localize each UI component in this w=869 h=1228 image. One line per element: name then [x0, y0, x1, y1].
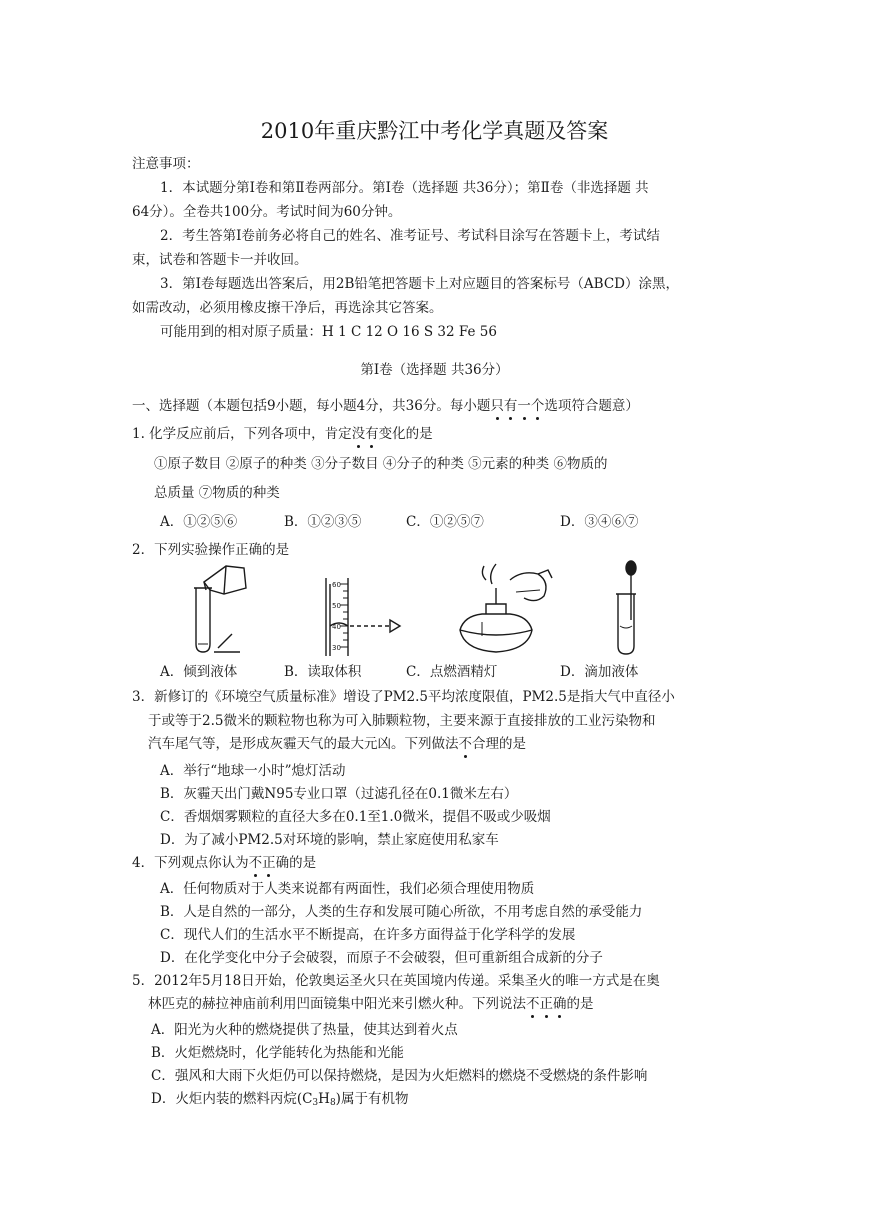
- stem-text: 汽车尾气等，是形成灰霾天气的最大元凶。下列做法: [148, 736, 459, 752]
- stem-text: 确的是: [275, 855, 317, 871]
- question-1-stem: [132, 425, 433, 443]
- q1-option-b: B．①②③⑤: [284, 514, 362, 530]
- q1-option-d: D．③④⑥⑦: [560, 514, 639, 530]
- question-1-items: ①原子数目 ②原子的种类 ③分子数目 ④分子的种类 ⑤元素的种类 ⑥物质的: [154, 456, 608, 472]
- subscript: 3: [312, 1098, 319, 1108]
- part-heading-pre: 一、选择题（本题包括9小题，每小题4分，共36分。每小题: [132, 398, 491, 414]
- q5-option-c: C．强风和大雨下火炬仍可以保持燃烧，是因为火炬燃料的燃烧不受燃烧的条件影响: [151, 1068, 648, 1084]
- dropper-illustration: [600, 560, 660, 660]
- q5-option-a: A．阳光为火种的燃烧提供了热量，使其达到着火点: [151, 1022, 458, 1038]
- q5-option-b: B．火炬燃烧时，化学能转化为热能和光能: [151, 1045, 404, 1061]
- emphasis-char: 不: [526, 996, 540, 1012]
- emphasis-char: 没: [351, 426, 366, 442]
- stem-text: 变化的是: [378, 426, 433, 442]
- option-text: )属于有机物: [335, 1091, 409, 1107]
- notice-line: 束，试卷和答题卡一并收回。: [132, 252, 308, 268]
- section-heading: 第Ⅰ卷（选择题 共36分）: [360, 362, 509, 378]
- page-title: 2010年重庆黔江中考化学真题及答案: [260, 119, 609, 143]
- question-3-stem: [148, 735, 526, 753]
- emphasis-char: 一: [517, 398, 531, 414]
- emphasis-char: 个: [530, 398, 545, 414]
- q3-option-c: C．香烟烟雾颗粒的直径大多在0.1至1.0微米，提倡不吸或少吸烟: [160, 809, 551, 825]
- emphasis-char: 不: [248, 855, 263, 871]
- question-1-items: 总质量 ⑦物质的种类: [154, 485, 280, 501]
- part-heading-post: 选项符合题意）: [544, 398, 639, 414]
- scale-label: 60: [332, 581, 341, 589]
- part-heading: [132, 397, 639, 415]
- question-5-stem: 5．2012年5月18日开始，伦敦奥运圣火只在英国境内传递。采集圣火的唯一方式是在奥: [132, 973, 660, 989]
- q2-option-a: A．倾到液体: [160, 664, 238, 680]
- q4-option-a: A．任何物质对于人类来说都有两面性，我们必须合理使用物质: [160, 881, 535, 897]
- question-2-stem: 2．下列实验操作正确的是: [132, 542, 290, 558]
- scale-label: 40: [332, 623, 341, 631]
- pouring-liquid-illustration: [180, 560, 260, 660]
- subscript: 8: [329, 1098, 336, 1108]
- atomic-mass-line: 可能用到的相对原子质量：H 1 C 12 O 16 S 32 Fe 56: [160, 324, 497, 340]
- q4-option-c: C．现代人们的生活水平不断提高，在许多方面得益于化学科学的发展: [160, 927, 576, 943]
- emphasis-char: 有: [503, 398, 518, 414]
- emphasis-char: 只: [490, 398, 504, 414]
- notice-line: 64分）。全卷共100分。考试时间为60分钟。: [132, 204, 402, 220]
- emphasis-char: 正: [539, 996, 553, 1012]
- graduated-cylinder-illustration: [300, 574, 410, 660]
- notice-heading: 注意事项：: [132, 156, 200, 172]
- q3-option-d: D．为了减小PM2.5对环境的影响，禁止家庭使用私家车: [160, 832, 499, 848]
- q2-option-b: B．读取体积: [284, 664, 362, 680]
- q2-option-d: D．滴加液体: [560, 664, 639, 680]
- q1-option-c: C．①②⑤⑦: [406, 514, 484, 530]
- option-text: H: [318, 1091, 330, 1107]
- question-4-stem: [132, 854, 316, 872]
- scale-label: 50: [332, 602, 341, 610]
- emphasis-char: 正: [262, 855, 276, 871]
- question-3-stem: 3．新修订的《环境空气质量标准》增设了PM2.5平均浓度限值，PM2.5是指大气中直径小: [132, 689, 675, 705]
- notice-line: 2．考生答第Ⅰ卷前务必将自己的姓名、准考证号、考试科目涂写在答题卡上，考试结: [160, 228, 660, 244]
- question-5-stem: [148, 995, 594, 1013]
- q3-option-a: A．举行“地球一小时”熄灯活动: [160, 763, 346, 779]
- notice-line: 3．第Ⅰ卷每题选出答案后，用2B铅笔把答题卡上对应题目的答案标号（ABCD）涂黑，: [160, 276, 680, 292]
- q2-option-c: C．点燃酒精灯: [406, 664, 498, 680]
- scale-label: 30: [332, 644, 341, 652]
- stem-text: 的是: [566, 996, 594, 1012]
- emphasis-char: 有: [365, 426, 379, 442]
- emphasis-char: 不: [458, 736, 472, 752]
- q5-option-d: [151, 1090, 408, 1112]
- stem-text: 合理的是: [472, 736, 526, 752]
- notice-line: 如需改动，必须用橡皮擦干净后，再选涂其它答案。: [132, 300, 443, 316]
- question-3-stem: 于或等于2.5微米的颗粒物也称为可入肺颗粒物，主要来源于直接排放的工业污染物和: [148, 713, 656, 729]
- emphasis-char: 确: [553, 996, 567, 1012]
- stem-text: 1. 化学反应前后，下列各项中，肯定: [132, 426, 352, 442]
- q4-option-b: B．人是自然的一部分，人类的生存和发展可随心所欲，不用考虑自然的承受能力: [160, 904, 643, 920]
- stem-text: 林匹克的赫拉神庙前利用凹面镜集中阳光来引燃火种。下列说法: [148, 996, 526, 1012]
- stem-text: 4．下列观点你认为: [132, 855, 249, 871]
- alcohol-lamp-illustration: [446, 560, 566, 660]
- q4-option-d: D．在化学变化中分子会破裂，而原子不会破裂，但可重新组合成新的分子: [160, 950, 603, 966]
- notice-line: 1．本试题分第Ⅰ卷和第Ⅱ卷两部分。第Ⅰ卷（选择题 共36分）；第Ⅱ卷（非选择题 共: [160, 180, 649, 196]
- option-text: D．火炬内装的燃料丙烷(C: [151, 1091, 313, 1107]
- q3-option-b: B．灰霾天出门戴N95专业口罩（过滤孔径在0.1微米左右）: [160, 786, 518, 802]
- q1-option-a: A．①②⑤⑥: [160, 514, 238, 530]
